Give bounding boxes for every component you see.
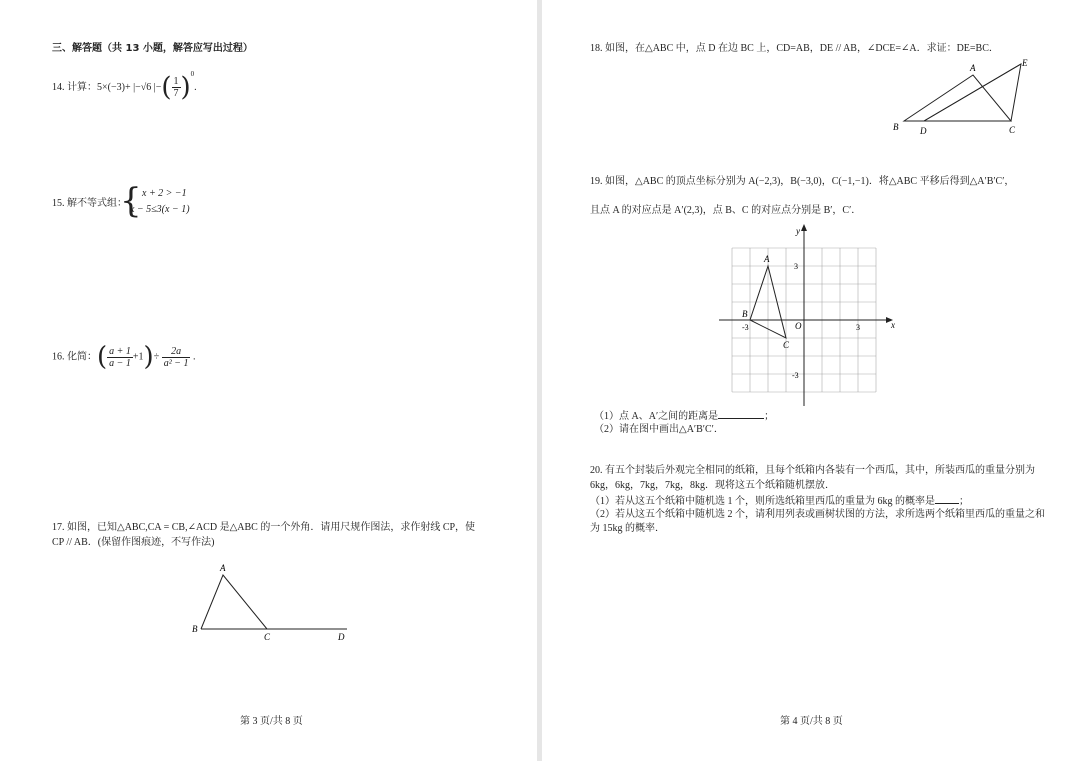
inequality-1: x + 2 > −1 — [142, 188, 187, 199]
figure-19-grid — [717, 222, 907, 408]
figure-17 — [185, 562, 355, 646]
question-19-line-2: 且点 A 的对应点是 A′(2,3)，点 B、C 的对应点分别是 B′，C′． — [590, 205, 862, 216]
page-3 — [0, 0, 537, 761]
answer-blank-19[interactable] — [718, 409, 764, 419]
label-c: C — [264, 632, 271, 642]
question-17-line-2: CP // AB．(保留作图痕迹，不写作法) — [52, 537, 215, 548]
label-a-18: A — [970, 63, 976, 73]
section-title: 三、解答题（共 13 小题，解答应写出过程） — [52, 43, 253, 54]
tick-x-neg3: -3 — [742, 323, 749, 332]
question-20-line-5: 为 15kg 的概率． — [590, 523, 665, 534]
label-d: D — [338, 632, 345, 642]
tick-y-neg3: -3 — [792, 371, 799, 380]
page-3-footer: 第 3 页/共 8 页 — [240, 716, 303, 727]
tick-y-3: 3 — [794, 262, 798, 271]
label-c-18: C — [1009, 125, 1016, 135]
question-14: 14. 计算：5×(−3)+ |−√6 |−( $\frac{1}{7}$ )$^0$. — [52, 70, 197, 103]
question-19-line-1: 19. 如图，△ABC 的顶点坐标分别为 A(−2,3)，B(−3,0)，C(−1,−1)．将△ABC 平移后得到△A′B′C′， — [590, 176, 1015, 187]
system-brace: { — [120, 181, 142, 221]
label-b-18: B — [893, 122, 899, 132]
question-20-line-2: 6kg，6kg，7kg，7kg，8kg．现将这五个纸箱随机摆放． — [590, 480, 835, 491]
x-axis-label: x — [891, 320, 895, 330]
label-e-18: E — [1022, 58, 1028, 68]
triangle-abc-18 — [904, 75, 1011, 121]
question-20-line-3: （1）若从这五个纸箱中随机选 1 个，则所选纸箱里西瓜的重量为 6kg 的概率是 ； — [590, 496, 969, 507]
question-16: 16. 化简：( $\frac{a + 1}{a - 1}$ +1)÷ $\frac{2a}{\text{a² − 1}}$ . — [52, 342, 196, 372]
question-19-sub-2: （2）请在图中画出△A′B′C′． — [594, 424, 724, 435]
label-a-19: A — [764, 254, 770, 264]
label-d-18: D — [920, 126, 927, 136]
question-15-label: 15. 解不等式组： — [52, 198, 127, 209]
question-20-line-4: （2）若从这五个纸箱中随机选 2 个，请利用列表或画树状图的方法，求所选两个纸箱里西瓜的重量之和 — [590, 509, 1045, 520]
origin-label: O — [795, 321, 802, 331]
figure-18 — [887, 55, 1037, 139]
label-a: A — [220, 563, 226, 573]
label-b: B — [192, 624, 198, 634]
y-axis-arrow — [801, 224, 807, 231]
tick-x-3: 3 — [856, 323, 860, 332]
label-c-19: C — [783, 340, 790, 350]
question-20-line-1: 20. 有五个封装后外观完全相同的纸箱，且每个纸箱内各装有一个西瓜，其中，所装西瓜的重量分别为 — [590, 465, 1035, 476]
triangle-abc — [201, 575, 267, 629]
inequality-2: x − 5≤3(x − 1) — [130, 204, 190, 215]
question-19-sub-1: （1）点 A、A′之间的距离是 ； — [594, 411, 775, 422]
page-4-footer: 第 4 页/共 8 页 — [780, 716, 843, 727]
question-17-line-1: 17. 如图，已知△ABC,CA = CB,∠ACD 是△ABC 的一个外角．请用尺规作图法，求作射线 CP，使 — [52, 522, 476, 533]
y-axis-label: y — [796, 226, 800, 236]
label-b-19: B — [742, 309, 748, 319]
page-4 — [542, 0, 1080, 761]
answer-blank-20[interactable] — [935, 494, 959, 504]
question-18: 18. 如图，在△ABC 中，点 D 在边 BC 上，CD=AB，DE // AB，∠DCE=∠A．求证：DE=BC． — [590, 43, 999, 54]
